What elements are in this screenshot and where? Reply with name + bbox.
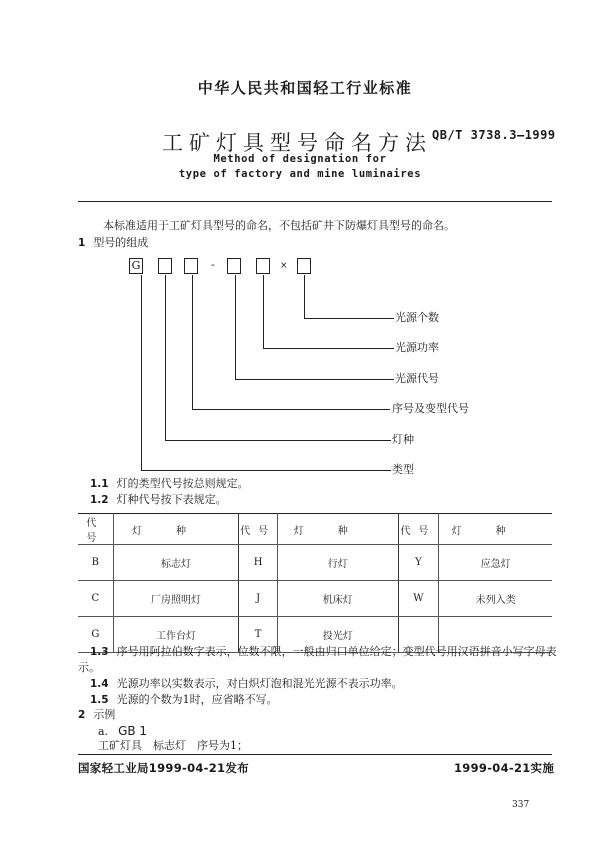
code-box-light-source [227, 258, 241, 274]
separator-dash: - [211, 258, 215, 271]
standard-number: QB/T 3738.3—1999 [432, 128, 556, 142]
cell-kind: 未列入类 [439, 581, 552, 617]
clause-1-3 [90, 644, 557, 660]
cell-code: G [78, 617, 113, 653]
section-title: 型号的组成 [93, 236, 149, 249]
cell-code: T [239, 617, 278, 653]
connector [304, 275, 305, 318]
header-code: 代号 [78, 514, 113, 545]
connector [304, 318, 394, 319]
table-header-row [78, 514, 552, 545]
connector [263, 275, 264, 348]
clause-number: 1.1 [90, 478, 109, 490]
connector [165, 440, 391, 441]
label-lamp-kind: 灯种 [392, 433, 414, 446]
clause-text: 光源功率以实数表示，对白炽灯泡和混光光源不表示功率。 [116, 677, 403, 690]
connector [165, 275, 166, 440]
connector [192, 409, 390, 410]
label-type: 类型 [392, 463, 414, 476]
cell-kind: 行灯 [277, 545, 398, 581]
section-number: 2 [78, 709, 86, 721]
example-code: GB 1 [118, 724, 148, 738]
label-light-source-count: 光源个数 [395, 311, 439, 324]
cell-code: B [78, 545, 113, 581]
code-box-type: G [129, 258, 143, 274]
industry-standard-heading: 中华人民共和国轻工行业标准 [197, 79, 413, 97]
code-box-lamp-kind [158, 258, 172, 274]
issue-info: 国家轻工业局1999-04-21发布 [78, 761, 249, 775]
clause-text: 灯的类型代号按总则规定。 [116, 477, 249, 490]
connector [192, 275, 193, 409]
section-title: 示例 [93, 708, 116, 721]
footer-divider [78, 754, 552, 755]
connector [141, 470, 391, 471]
clause-number: 1.2 [90, 494, 109, 506]
clause-1-2 [90, 492, 227, 508]
cell-kind: 投光灯 [277, 617, 398, 653]
cell-code: C [78, 581, 113, 617]
english-title-line2: type of factory and mine luminaires [178, 168, 422, 180]
header-lamp-kind: 灯种 [439, 514, 552, 545]
header-lamp-kind: 灯种 [113, 514, 239, 545]
label-light-source-power: 光源功率 [395, 341, 439, 354]
clause-number: 1.5 [90, 694, 109, 706]
header-lamp-kind: 灯种 [277, 514, 398, 545]
english-title [0, 152, 600, 182]
cell-kind: 机床灯 [277, 581, 398, 617]
cell-code: W [398, 581, 439, 617]
clause-1-3-continuation: 示。 [78, 661, 100, 674]
code-box-serial [184, 258, 198, 274]
cell-code: H [239, 545, 278, 581]
section-number: 1 [78, 237, 86, 249]
document-title: 工矿灯具型号命名方法 [162, 131, 432, 155]
clause-number: 1.3 [90, 646, 109, 658]
english-title-line1: Method of designation for [213, 153, 387, 165]
example-description: 工矿灯具 标志灯 序号为1； [98, 739, 248, 752]
header-code: 代号 [239, 514, 278, 545]
header-code: 代号 [398, 514, 439, 545]
scope-paragraph: 本标准适用于工矿灯具型号的命名，不包括矿井下防爆灯具型号的命名。 [103, 219, 455, 232]
section-1-heading [78, 235, 148, 251]
clause-text: 序号用阿拉伯数字表示，位数不限，一般由归口单位给定；变型代号用汉语拼音小写字母表 [116, 645, 557, 658]
cell-code: J [239, 581, 278, 617]
clause-1-5 [90, 692, 278, 708]
cell-kind: 厂房照明灯 [113, 581, 239, 617]
code-box-power [256, 258, 270, 274]
clause-number: 1.4 [90, 678, 109, 690]
cell-code: Y [398, 545, 439, 581]
cell-kind: 标志灯 [113, 545, 239, 581]
connector [141, 275, 142, 470]
table-row [78, 545, 552, 581]
connector [235, 275, 236, 379]
clause-1-1 [90, 476, 249, 492]
connector [263, 348, 394, 349]
clause-text: 灯种代号按下表规定。 [116, 493, 227, 506]
cell-kind: 工作台灯 [113, 617, 239, 653]
lamp-kind-code-table [78, 513, 552, 653]
example-label: a. [98, 725, 109, 738]
effective-date: 1999-04-21实施 [454, 761, 555, 775]
label-serial-variant: 序号及变型代号 [392, 402, 469, 415]
connector [235, 379, 394, 380]
header-divider [78, 201, 552, 202]
page-number: 337 [512, 800, 530, 810]
clause-1-4 [90, 676, 403, 692]
table-row [78, 581, 552, 617]
clause-text: 光源的个数为1时，应省略不写。 [116, 693, 278, 706]
label-light-source-code: 光源代号 [395, 372, 439, 385]
section-2-heading [78, 707, 115, 723]
cell-kind: 应急灯 [439, 545, 552, 581]
separator-times: × [280, 261, 288, 271]
code-box-count [297, 258, 311, 274]
